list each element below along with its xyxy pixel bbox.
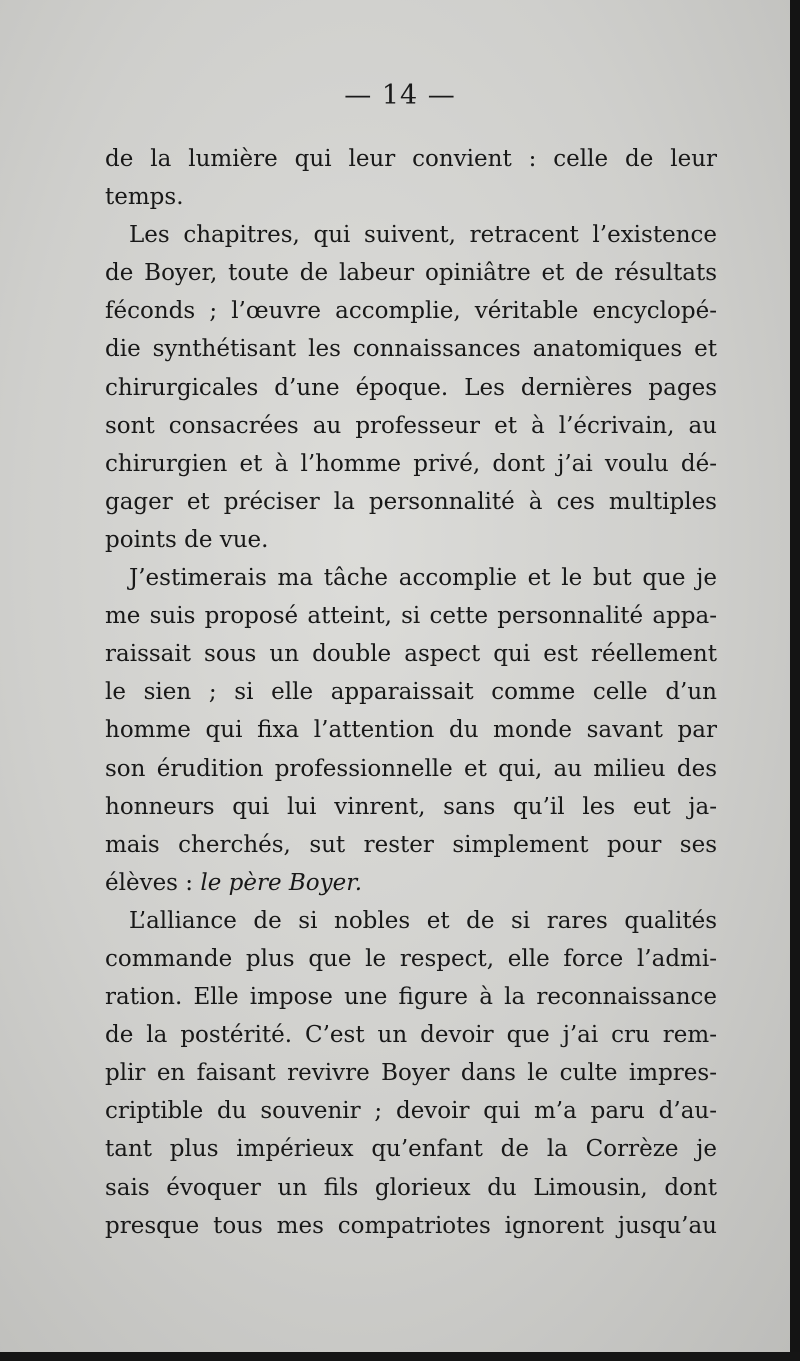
- text-line: die synthétisant les connaissances anatomiques et: [105, 336, 717, 363]
- text-line: tant plus impérieux qu’enfant de la Corrèze je: [105, 1136, 717, 1163]
- text-line: raissait sous un double aspect qui est réellement: [105, 641, 717, 668]
- body-text: [105, 140, 717, 1245]
- text-line: gager et préciser la personnalité à ces multiples: [105, 488, 717, 515]
- text-line: de Boyer, toute de labeur opiniâtre et de résultats: [105, 260, 717, 287]
- text-line: ration. Elle impose une figure à la reconnaissance: [105, 984, 717, 1011]
- page-number: — 14 —: [344, 80, 456, 111]
- text-line: féconds ; l’œuvre accomplie, véritable encyclopé-: [105, 298, 717, 325]
- text-line: commande plus que le respect, elle force l’admi-: [105, 945, 717, 972]
- text-line: me suis proposé atteint, si cette personnalité appa-: [105, 603, 717, 630]
- text-line: honneurs qui lui vinrent, sans qu’il les eut ja-: [105, 793, 717, 820]
- text-line-start: élèves :: [105, 869, 201, 896]
- italic-phrase: le père Boyer.: [200, 869, 363, 896]
- text-line: chirurgicales d’une époque. Les dernières pages: [105, 374, 717, 401]
- text-line: chirurgien et à l’homme privé, dont j’ai voulu dé-: [105, 450, 717, 477]
- text-line: Les chapitres, qui suivent, retracent l’existence: [129, 222, 717, 249]
- text-line: temps.: [105, 184, 184, 211]
- text-line: mais cherchés, sut rester simplement pour ses: [105, 831, 717, 858]
- text-line: criptible du souvenir ; devoir qui m’a paru d’au-: [105, 1098, 717, 1125]
- text-line: homme qui fixa l’attention du monde savant par: [105, 717, 717, 744]
- text-line: presque tous mes compatriotes ignorent jusqu’au: [105, 1212, 717, 1239]
- text-line: J’estimerais ma tâche accomplie et le but que je: [129, 565, 717, 592]
- text-line: de la lumière qui leur convient : celle de leur: [105, 146, 717, 172]
- text-line: plir en faisant revivre Boyer dans le culte impres-: [105, 1060, 717, 1087]
- text-line: de la postérité. C’est un devoir que j’ai cru rem-: [105, 1022, 717, 1049]
- text-line: L’alliance de si nobles et de si rares qualités: [129, 907, 717, 934]
- text-line: son érudition professionnelle et qui, au milieu des: [105, 755, 717, 782]
- text-line: sont consacrées au professeur et à l’écrivain, au: [105, 412, 717, 439]
- scan-right-border: [790, 0, 800, 1361]
- text-line: sais évoquer un fils glorieux du Limousin, dont: [105, 1174, 717, 1201]
- text-line: le sien ; si elle apparaissait comme celle d’un: [105, 679, 717, 706]
- scan-bottom-border: [0, 1352, 800, 1361]
- text-line: points de vue.: [105, 526, 269, 553]
- text-line-with-italic: [105, 864, 717, 902]
